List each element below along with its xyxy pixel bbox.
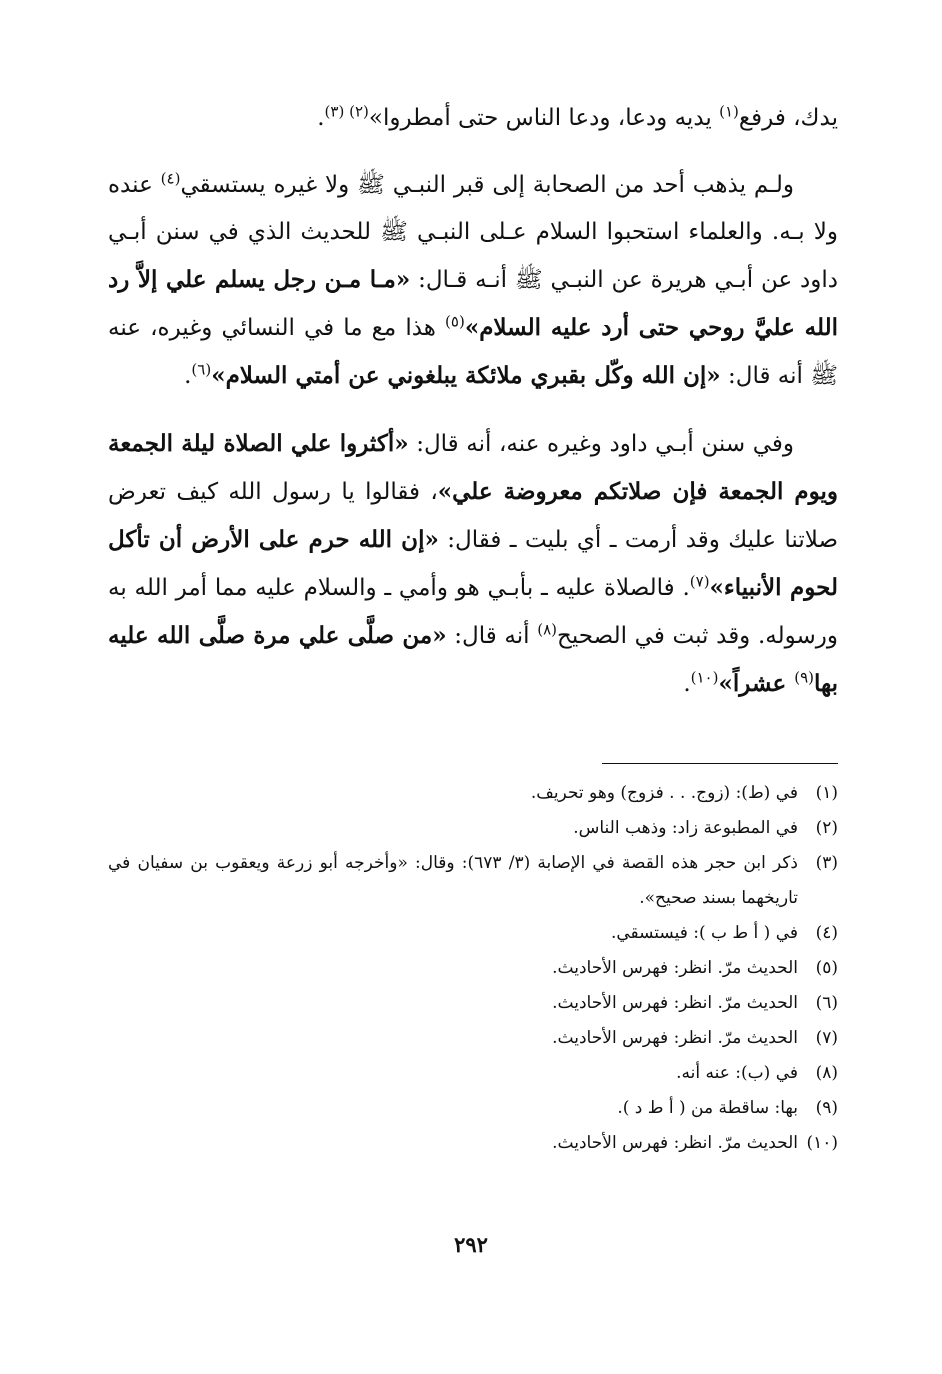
paragraph-3-text-c: . فالصلاة عليه ـ بأبـي هو وأمي ـ والسلام عليه مما أمر الله به ورسوله. وقد ثبت في الصحيح bbox=[108, 575, 838, 649]
footnote-number: (٨) bbox=[815, 1063, 838, 1083]
footnote-text: في (ب): عنه أنه. bbox=[676, 1063, 798, 1083]
footnote-number: (٩) bbox=[815, 1098, 838, 1118]
hadith-quote-5-end: عشراً» bbox=[718, 670, 795, 697]
footnote-number: (٣) bbox=[815, 853, 838, 873]
footnote-number: (٤) bbox=[815, 923, 838, 943]
paragraph-2-text-d: . bbox=[184, 363, 192, 389]
footnote-number: (١٠) bbox=[806, 1133, 838, 1153]
footnote-number: (٦) bbox=[815, 993, 838, 1013]
footnote-ref-6: (٦) bbox=[191, 360, 212, 379]
hadith-quote-2: «إن الله وكّل بقبري ملائكة يبلغوني عن أمتي السلام» bbox=[211, 362, 721, 389]
footnote-text: في ( أ ط ب ): فيستسقي. bbox=[610, 923, 798, 943]
footnote-item bbox=[108, 986, 838, 1021]
footnote-item bbox=[108, 951, 838, 986]
footnote-text: ذكر ابن حجر هذه القصة في الإصابة (٣/ ٦٧٣): وقال: «وأخرجه أبو زرعة ويعقوب بن سفيان في تاريخهما بسند صحيح». bbox=[108, 853, 798, 908]
footnote-ref-7: (٧) bbox=[689, 572, 710, 591]
hadith-quote-3: «أكثروا علي الصلاة ليلة الجمعة ويوم الجمعة فإن صلاتكم معروضة علي» bbox=[108, 430, 838, 505]
footnote-text: في المطبوعة زاد: وذهب الناس. bbox=[573, 818, 798, 838]
footnote-text: الحديث مرّ. انظر: فهرس الأحاديث. bbox=[552, 1133, 798, 1153]
footnote-text: الحديث مرّ. انظر: فهرس الأحاديث. bbox=[552, 993, 798, 1013]
footnote-ref-5: (٥) bbox=[445, 312, 465, 331]
page-number: ٢٩٢ bbox=[454, 1232, 488, 1257]
footnote-ref-4: (٤) bbox=[160, 169, 181, 188]
paragraph-2-text-b: عنده ولا بـه. والعلماء استحبوا السلام عـلى النبـي ﷺ للحديث الذي في سنن أبـي داود عن أبـي هريرة عن النبـي ﷺ أنـه قـال: bbox=[108, 172, 839, 293]
paragraph-2 bbox=[108, 162, 838, 400]
footnote-text: بها: ساقطة من ( أ ط د ). bbox=[617, 1098, 798, 1118]
hadith-quote-4: «إن الله حرم على الأرض أن تأكل لحوم الأنبياء» bbox=[108, 526, 838, 601]
footnote-ref-8: (٨) bbox=[537, 620, 558, 639]
paragraph-1 bbox=[108, 95, 838, 142]
footnote-item bbox=[108, 1126, 838, 1161]
paragraph-2-text-a: ولـم يذهب أحد من الصحابة إلى قبر النبـي ﷺ ولا غيره يستسقي bbox=[180, 172, 794, 198]
footnote-ref-9: (٩) bbox=[794, 668, 814, 687]
footnote-item bbox=[108, 811, 838, 846]
paragraph-3-text-d: أنه قال: bbox=[446, 623, 538, 649]
footnote-number: (١) bbox=[815, 783, 838, 803]
footnote-text: الحديث مرّ. انظر: فهرس الأحاديث. bbox=[552, 958, 798, 978]
hadith-quote-1: «مـا مـن رجل يسلم علي إلاَّ رد الله عليَّ روحي حتى أرد عليه السلام» bbox=[108, 266, 838, 341]
footnote-item bbox=[108, 846, 838, 916]
footnote-item bbox=[108, 1056, 838, 1091]
footnote-text: في (ط): (زوج. . . فزوج) وهو تحريف. bbox=[530, 783, 798, 803]
footnote-ref-1: (١) bbox=[719, 102, 739, 121]
footnote-item bbox=[108, 776, 838, 811]
paragraph-3-text-b: ، فقالوا يا رسول الله كيف تعرض صلاتنا عليك وقد أرمت ـ أي بليت ـ فقال: bbox=[108, 479, 838, 553]
paragraph-2-text-c: هذا مع ما في النسائي وغيره، عنه ﷺ أنه قال: bbox=[108, 315, 838, 389]
footnote-ref-2-3: (٢) (٣) bbox=[324, 102, 369, 121]
footnote-item bbox=[108, 916, 838, 951]
paragraph-3 bbox=[108, 420, 838, 708]
page-body bbox=[108, 95, 838, 708]
paragraph-1-text-b: يديه ودعا، ودعا الناس حتى أمطروا» bbox=[368, 105, 720, 131]
footnote-item bbox=[108, 1091, 838, 1126]
paragraph-3-text-e: . bbox=[683, 671, 691, 697]
paragraph-1-text-a: يدك، فرفع bbox=[738, 105, 838, 131]
footnote-number: (٥) bbox=[815, 958, 838, 978]
footnote-separator bbox=[602, 763, 838, 764]
hadith-quote-5: «من صلَّى علي مرة صلَّى الله عليه بها bbox=[108, 622, 838, 697]
paragraph-1-text-c: . bbox=[317, 105, 325, 131]
footnote-number: (٢) bbox=[815, 818, 838, 838]
footnotes-list bbox=[108, 776, 838, 1161]
footnote-number: (٧) bbox=[815, 1028, 838, 1048]
footnote-text: الحديث مرّ. انظر: فهرس الأحاديث. bbox=[552, 1028, 798, 1048]
footnote-item bbox=[108, 1021, 838, 1056]
paragraph-3-text-a: وفي سنن أبـي داود وغيره عنه، أنه قال: bbox=[408, 431, 794, 457]
footnote-ref-10: (١٠) bbox=[690, 668, 719, 687]
